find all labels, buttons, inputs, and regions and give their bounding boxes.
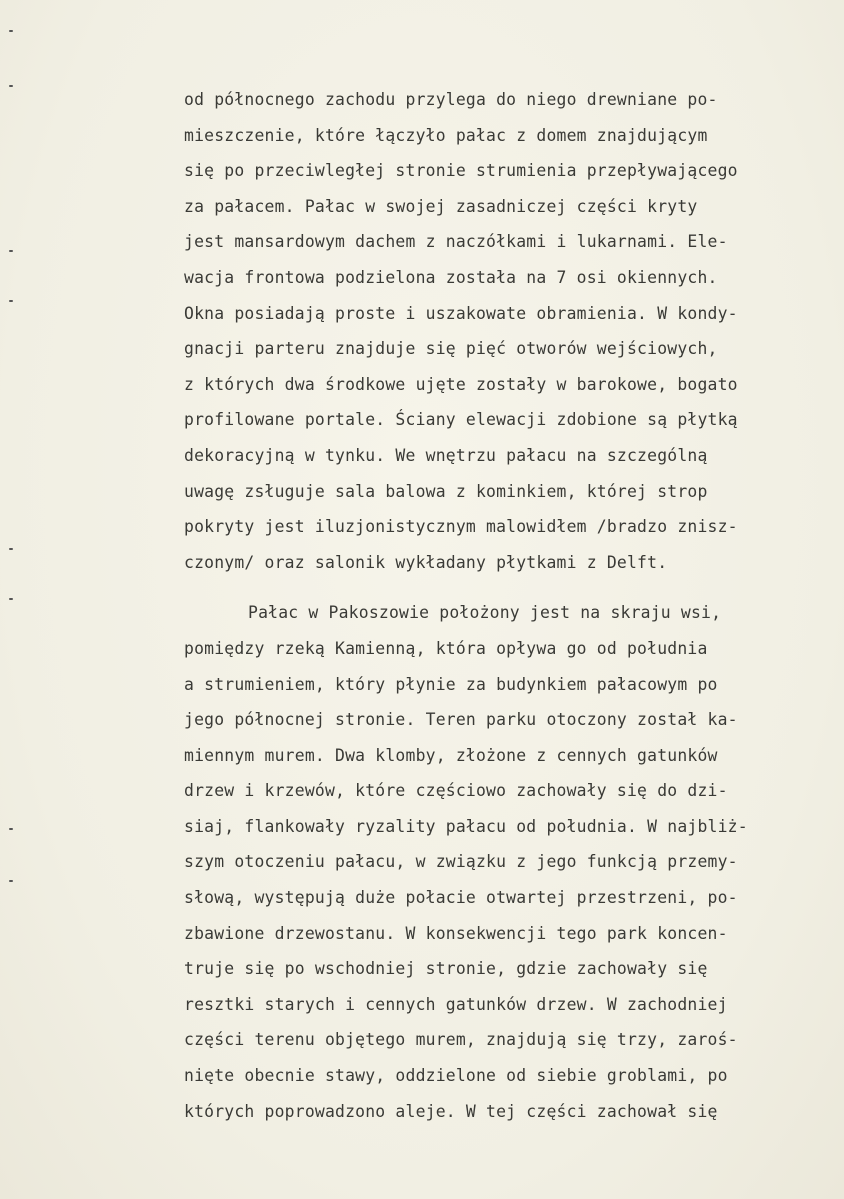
text-line: zbawione drzewostanu. W konsekwencji tego park koncen- xyxy=(184,923,728,943)
text-line: miennym murem. Dwa klomby, złożone z cennych gatunków xyxy=(184,745,718,765)
text-line: uwagę zsługuje sala balowa z kominkiem, której strop xyxy=(184,481,708,501)
text-line: za pałacem. Pałac w swojej zasadniczej części kryty xyxy=(184,196,698,216)
text-line: resztki starych i cennych gatunków drzew. W zachodniej xyxy=(184,994,728,1014)
text-line: słową, występują duże połacie otwartej przestrzeni, po- xyxy=(184,888,738,908)
text-line: nięte obecnie stawy, oddzielone od siebie groblami, po xyxy=(184,1066,728,1086)
text-line: dekoracyjną w tynku. We wnętrzu pałacu na szczególną xyxy=(184,445,708,465)
punch-mark xyxy=(9,30,13,32)
text-line: Okna posiadają proste i uszakowate obramienia. W kondy- xyxy=(184,303,738,323)
paragraph-gap xyxy=(184,580,824,595)
text-line: się po przeciwległej stronie strumienia przepływającego xyxy=(184,161,738,181)
text-line: jest mansardowym dachem z naczółkami i lukarnami. Ele- xyxy=(184,232,728,252)
text-line: a strumieniem, który płynie za budynkiem pałacowym po xyxy=(184,674,718,694)
text-line: czonym/ oraz salonik wykładany płytkami z Delft. xyxy=(184,552,668,572)
punch-mark xyxy=(9,828,13,830)
typewritten-text xyxy=(184,82,824,1129)
punch-mark xyxy=(9,85,13,87)
text-line: części terenu objętego murem, znajdują się trzy, zaroś- xyxy=(184,1030,738,1050)
text-line: siaj, flankowały ryzality pałacu od południa. W najbliż- xyxy=(184,816,748,836)
punch-mark xyxy=(9,300,13,302)
text-line: Pałac w Pakoszowie położony jest na skraju wsi, xyxy=(248,603,722,623)
punch-mark xyxy=(9,880,13,882)
punch-mark xyxy=(9,548,13,550)
punch-mark xyxy=(9,250,13,252)
text-line: jego północnej stronie. Teren parku otoczony został ka- xyxy=(184,710,738,730)
text-line: drzew i krzewów, które częściowo zachowały się do dzi- xyxy=(184,781,728,801)
text-line: z których dwa środkowe ujęte zostały w barokowe, bogato xyxy=(184,374,738,394)
text-line: mieszczenie, które łączyło pałac z domem znajdującym xyxy=(184,125,708,145)
text-line: profilowane portale. Ściany elewacji zdobione są płytką xyxy=(184,410,738,430)
text-line: pomiędzy rzeką Kamienną, która opływa go od południa xyxy=(184,638,708,658)
punch-mark xyxy=(9,598,13,600)
text-line: od północnego zachodu przylega do niego drewniane po- xyxy=(184,90,718,109)
text-line: szym otoczeniu pałacu, w związku z jego funkcją przemy- xyxy=(184,852,738,872)
text-line: truje się po wschodniej stronie, gdzie zachowały się xyxy=(184,959,708,979)
text-line: pokryty jest iluzjonistycznym malowidłem /bradzo znisz- xyxy=(184,517,738,537)
text-line: wacja frontowa podzielona została na 7 osi okiennych. xyxy=(184,267,718,287)
text-line: których poprowadzono aleje. W tej części zachował się xyxy=(184,1101,718,1121)
text-line: gnacji parteru znajduje się pięć otworów wejściowych, xyxy=(184,339,718,359)
